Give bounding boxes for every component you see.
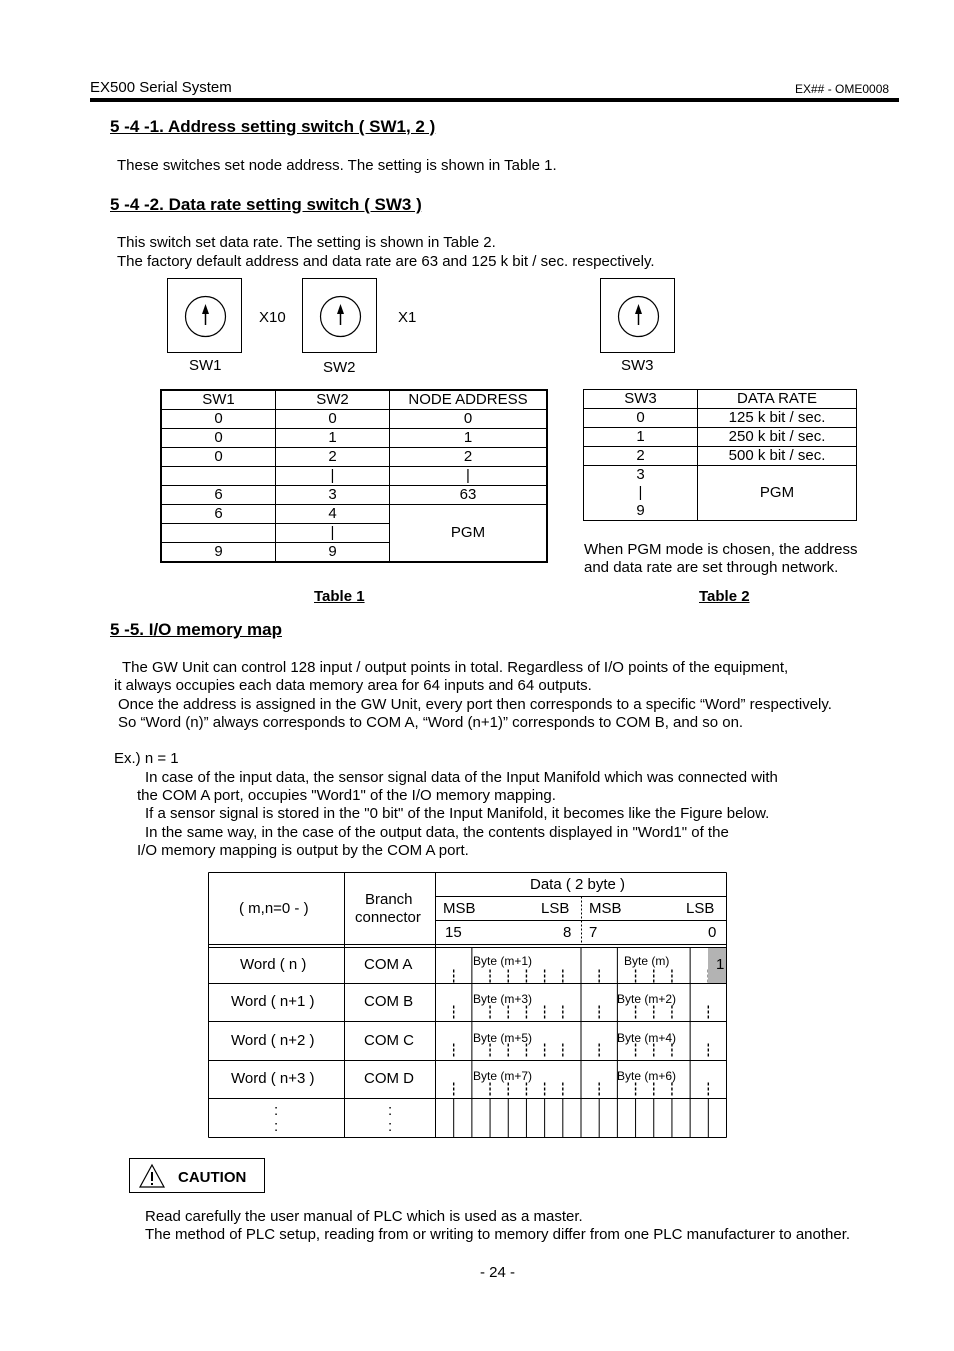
example-label: Ex.) n = 1 <box>114 750 179 767</box>
branch-label-2: connector <box>355 909 421 926</box>
page-number: - 24 - <box>480 1264 516 1281</box>
table-row <box>161 410 547 429</box>
table-row <box>584 409 857 428</box>
table-row <box>161 505 547 524</box>
cell: 4 <box>276 505 390 524</box>
cell: 6 <box>161 505 276 524</box>
example-text-5: I/O memory mapping is output by the COM A port. <box>137 842 469 859</box>
table-row <box>584 466 857 521</box>
cell: 2 <box>276 448 390 467</box>
sw2-rotary-switch <box>302 278 377 353</box>
msb-label-high: MSB <box>443 900 476 917</box>
byte-label-high: Byte (m+7) <box>473 1069 533 1083</box>
col-header: NODE ADDRESS <box>390 390 548 410</box>
table-row <box>161 429 547 448</box>
table2-caption: Table 2 <box>699 588 750 605</box>
table-row <box>161 486 547 505</box>
cell: | <box>276 524 390 543</box>
word-label: Word ( n+2 ) <box>231 1032 315 1049</box>
msb-label-low: MSB <box>589 900 622 917</box>
com-label: COM D <box>364 1070 414 1087</box>
lsb-label-high: LSB <box>541 900 570 917</box>
cell: 0 <box>161 448 276 467</box>
x1-label: X1 <box>398 309 417 326</box>
data-rate-text-1: This switch set data rate. The setting is shown in Table 2. <box>117 234 496 251</box>
com-label: COM B <box>364 993 414 1010</box>
cell: 0 <box>161 410 276 429</box>
caution-label: CAUTION <box>178 1169 247 1186</box>
rotary-dial-icon <box>319 295 362 338</box>
cell: 0 <box>276 410 390 429</box>
range-start: 3 <box>636 466 645 483</box>
cell: 500 k bit / sec. <box>698 447 857 466</box>
word-label: Word ( n+3 ) <box>231 1070 315 1087</box>
bit-7-label: 7 <box>589 924 598 941</box>
pgm-cell: PGM <box>698 466 857 521</box>
bit-0-label: 0 <box>708 924 717 941</box>
example-text-3: If a sensor signal is stored in the "0 bit" of the Input Manifold, it becomes like the Figure below. <box>145 805 770 822</box>
cell: 250 k bit / sec. <box>698 428 857 447</box>
cell: 0 <box>584 409 698 428</box>
example-text-2: the COM A port, occupies "Word1" of the I/O memory mapping. <box>137 787 556 804</box>
cell: 1 <box>276 429 390 448</box>
warning-triangle-icon <box>138 1163 166 1189</box>
io-memory-map-table <box>208 872 727 1138</box>
caution-text-1: Read carefully the user manual of PLC which is used as a master. <box>145 1208 583 1225</box>
cell: 9 <box>276 543 390 563</box>
com-label: COM A <box>364 956 413 973</box>
cell: 1 <box>390 429 548 448</box>
address-switch-text: These switches set node address. The setting is shown in Table 1. <box>117 157 557 174</box>
lsb-label-low: LSB <box>686 900 715 917</box>
pgm-note-2: and data rate are set through network. <box>584 559 839 576</box>
cell: 0 <box>390 410 548 429</box>
col-header: SW3 <box>584 390 698 409</box>
range-end: 9 <box>636 502 645 519</box>
table-row <box>584 447 857 466</box>
io-text-3: Once the address is assigned in the GW Unit, every port then corresponds to a specific “Word” respectively. <box>118 696 832 713</box>
header-rule <box>90 98 899 102</box>
cell: 1 <box>584 428 698 447</box>
sw2-label: SW2 <box>323 359 356 376</box>
cell: 3 <box>276 486 390 505</box>
byte-label-high: Byte (m+1) <box>473 954 533 968</box>
io-text-1: The GW Unit can control 128 input / output points in total. Regardless of I/O points of the equipment, <box>122 659 789 676</box>
bit-8-label: 8 <box>563 924 572 941</box>
cell: 6 <box>161 486 276 505</box>
continuation-dots: : <box>388 1118 393 1135</box>
table1-caption: Table 1 <box>314 588 365 605</box>
cell: 2 <box>584 447 698 466</box>
com-label: COM C <box>364 1032 414 1049</box>
cell: 9 <box>161 543 276 563</box>
table-row <box>161 448 547 467</box>
byte-label-low: Byte (m+6) <box>617 1069 677 1083</box>
section-title-address-switch: 5 -4 -1. Address setting switch ( SW1, 2 ) <box>110 117 436 136</box>
pgm-note-1: When PGM mode is chosen, the address <box>584 541 858 558</box>
header-title: EX500 Serial System <box>90 79 232 96</box>
sw3-label: SW3 <box>621 357 654 374</box>
example-text-1: In case of the input data, the sensor signal data of the Input Manifold which was connected with <box>145 769 778 786</box>
data-2byte-label: Data ( 2 byte ) <box>530 876 626 893</box>
cell: 0 <box>161 429 276 448</box>
word-label: Word ( n+1 ) <box>231 993 315 1010</box>
table-data-rate <box>583 389 857 521</box>
col-header: DATA RATE <box>698 390 857 409</box>
data-rate-text-2: The factory default address and data rate are 63 and 125 k bit / sec. respectively. <box>117 253 655 270</box>
sw1-rotary-switch <box>167 278 242 353</box>
rotary-dial-icon <box>184 295 227 338</box>
table-header-row <box>161 390 547 410</box>
pgm-cell: PGM <box>390 505 548 563</box>
byte-label-low: Byte (m+2) <box>617 992 677 1006</box>
cell: 63 <box>390 486 548 505</box>
cell: 125 k bit / sec. <box>698 409 857 428</box>
col-header: SW1 <box>161 390 276 410</box>
io-text-4: So “Word (n)” always corresponds to COM A, “Word (n+1)” corresponds to COM B, and so on. <box>118 714 744 731</box>
branch-label-1: Branch <box>365 891 413 908</box>
bit-15-label: 15 <box>445 924 462 941</box>
continuation-dots: : <box>388 1102 393 1119</box>
table-header-row <box>584 390 857 409</box>
rotary-dial-icon <box>617 295 660 338</box>
col-header: SW2 <box>276 390 390 410</box>
cell: 2 <box>390 448 548 467</box>
range-cell <box>584 466 698 521</box>
section-title-data-rate: 5 -4 -2. Data rate setting switch ( SW3 ) <box>110 195 422 214</box>
byte-label-high: Byte (m+3) <box>473 992 533 1006</box>
section-title-io-map: 5 -5. I/O memory map <box>110 620 282 639</box>
byte-label-low: Byte (m+4) <box>617 1031 677 1045</box>
header-doc-code: EX## - OME0008 <box>795 82 890 96</box>
byte-label-low: Byte (m) <box>624 954 670 968</box>
continuation-dots: : <box>274 1102 279 1119</box>
bit-0-value: 1 <box>716 956 725 973</box>
range-bar: | <box>638 484 643 501</box>
continuation-dots: : <box>274 1118 279 1135</box>
caution-text-2: The method of PLC setup, reading from or writing to memory differ from one PLC manufacturer to another. <box>145 1226 851 1243</box>
cell <box>161 467 276 486</box>
cell <box>161 524 276 543</box>
byte-label-high: Byte (m+5) <box>473 1031 533 1045</box>
cell: | <box>390 467 548 486</box>
example-text-4: In the same way, in the case of the output data, the contents displayed in "Word1" of the <box>145 824 729 841</box>
sw3-rotary-switch <box>600 278 675 353</box>
table-node-address <box>160 389 548 563</box>
corner-label: ( m,n=0 - ) <box>239 900 309 917</box>
bit-0-shaded-cell <box>708 948 726 983</box>
io-text-2: it always occupies each data memory area for 64 inputs and 64 outputs. <box>114 677 592 694</box>
x10-label: X10 <box>259 309 286 326</box>
cell: | <box>276 467 390 486</box>
caution-box <box>129 1158 265 1193</box>
table-row <box>161 467 547 486</box>
word-label: Word ( n ) <box>240 956 307 973</box>
sw1-label: SW1 <box>189 357 222 374</box>
table-row <box>584 428 857 447</box>
